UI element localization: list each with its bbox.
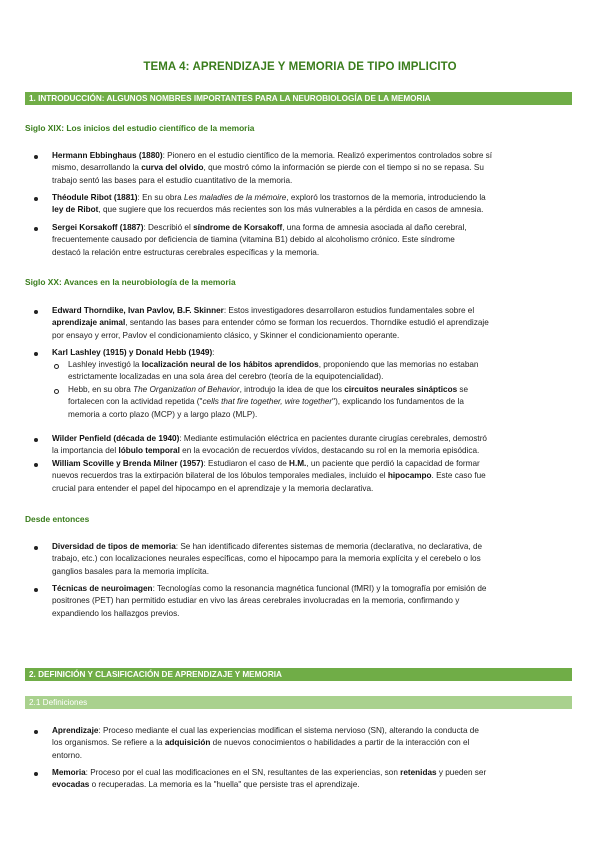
bullet-icon [34, 352, 38, 356]
list-item-scoville-milner: William Scoville y Brenda Milner (1957): Estudiaron el caso de H.M., un paciente que perdió la capacidad de formar nuevos recuerdos tras la extirpación bilateral de los lóbulos temporales mediales, incluido el hipocampo. Este caso fue crucial para entender el papel del hipocampo en el aprendizaje y la memoria declarativa. [52, 459, 486, 493]
bullet-icon [34, 155, 38, 159]
bullet-icon [34, 310, 38, 314]
bullet-icon [34, 438, 38, 442]
subheading-siglo-xix: Siglo XIX: Los inicios del estudio científico de la memoria [25, 123, 255, 133]
list-item-ribot: Théodule Ribot (1881): En su obra Les maladies de la mémoire, exploró los trastornos de la memoria, introduciendo la ley de Ribot, que sugiere que los recuerdos más recientes son los más vulnerables a la pérdida en casos de amnesia. [52, 193, 486, 215]
section-2-1-heading: 2.1 Definiciones [25, 696, 572, 709]
sub-item-lashley: Lashley investigó la localización neural de los hábitos aprendidos, proponiendo que las memorias no estaban estrictamente localizadas en una sola área del cerebro (teoría de la equipotencialidad). [68, 360, 479, 382]
section-2-heading: 2. DEFINICIÓN Y CLASIFICACIÓN DE APRENDIZAJE Y MEMORIA [25, 668, 572, 681]
bullet-icon [34, 730, 38, 734]
list-item-neuroimagen: Técnicas de neuroimagen: Tecnologías como la resonancia magnética funcional (fMRI) y la tomografía por emisión de positrones (PET) han permitido estudiar en vivo las áreas cerebrales involucradas en la memoria, confirmando y expandiendo los hallazgos previos. [52, 584, 487, 618]
list-item-thorndike: Edward Thorndike, Ivan Pavlov, B.F. Skinner: Estos investigadores desarrollaron estudios fundamentales sobre el aprendizaje animal, sentando las bases para entender cómo se forman los recuerdos. Thorndike estudió el aprendizaje por ensayo y error, Pavlov el condicionamiento clásico, y Skinner el condicionamiento operante. [52, 306, 489, 340]
subheading-siglo-xx: Siglo XX: Avances en la neurobiología de la memoria [25, 277, 236, 287]
list-item-aprendizaje: Aprendizaje: Proceso mediante el cual las experiencias modifican el sistema nervioso (SN), alterando la conducta de los organismos. Se refiere a la adquisición de nuevos conocimientos o habilidades a partir de la interacción con el entorno. [52, 726, 479, 760]
bullet-icon [34, 197, 38, 201]
bullet-icon [34, 546, 38, 550]
bullet-icon [34, 588, 38, 592]
document-title: TEMA 4: APRENDIZAJE Y MEMORIA DE TIPO IMPLICITO [143, 61, 457, 73]
list-item-diversidad: Diversidad de tipos de memoria: Se han identificado diferentes sistemas de memoria (declarativa, no declarativa, de trabajo, etc.) con localizaciones neurales específicas, como el hipocampo para la memoria explícita y el cerebelo o los ganglios basales para la memoria implícita. [52, 542, 483, 576]
list-item-korsakoff: Sergei Korsakoff (1887): Describió el síndrome de Korsakoff, una forma de amnesia asociada al daño cerebral, frecuentemente causado por deficiencia de tiamina (vitamina B1) debido al alcoholismo crónico. Este síndrome destacó la relación entre estructuras cerebrales específicas y la memoria. [52, 223, 467, 257]
sub-bullet-icon [54, 364, 59, 369]
sub-bullet-icon [54, 389, 59, 394]
bullet-icon [34, 772, 38, 776]
subheading-desde-entonces: Desde entonces [25, 514, 90, 524]
list-item-ebbinghaus: Hermann Ebbinghaus (1880): Pionero en el estudio científico de la memoria. Realizó experimentos controlados sobre sí mismo, desarrollando la curva del olvido, que mostró cómo la información se pierde con el tiempo si no se repasa. Su trabajo sentó las bases para el estudio cuantitativo de la memoria. [52, 151, 493, 185]
bullet-icon [34, 227, 38, 231]
bullet-icon [34, 463, 38, 467]
list-item-penfield: Wilder Penfield (década de 1940): Mediante estimulación eléctrica en pacientes durante cirugías cerebrales, demostró la importancia del lóbulo temporal en la evocación de recuerdos vívidos, destacando su rol en la memoria episódica. [52, 434, 487, 456]
sub-item-hebb: Hebb, en su obra The Organization of Behavior, introdujo la idea de que los circuitos neurales sinápticos se fortalecen con la actividad repetida ("cells that fire together, wire together"), explicando los fundamentos de la memoria a corto plazo (MCP) y a largo plazo (MLP). [68, 385, 469, 419]
list-item-lashley-hebb: Karl Lashley (1915) y Donald Hebb (1949): [52, 348, 215, 357]
list-item-memoria: Memoria: Proceso por el cual las modificaciones en el SN, resultantes de las experiencias, son retenidas y pueden ser evocadas o recuperadas. La memoria es la "huella" que persiste tras el aprendizaje. [52, 768, 487, 790]
section-1-heading: 1. INTRODUCCIÓN: ALGUNOS NOMBRES IMPORTANTES PARA LA NEUROBIOLOGÍA DE LA MEMORIA [25, 92, 572, 105]
